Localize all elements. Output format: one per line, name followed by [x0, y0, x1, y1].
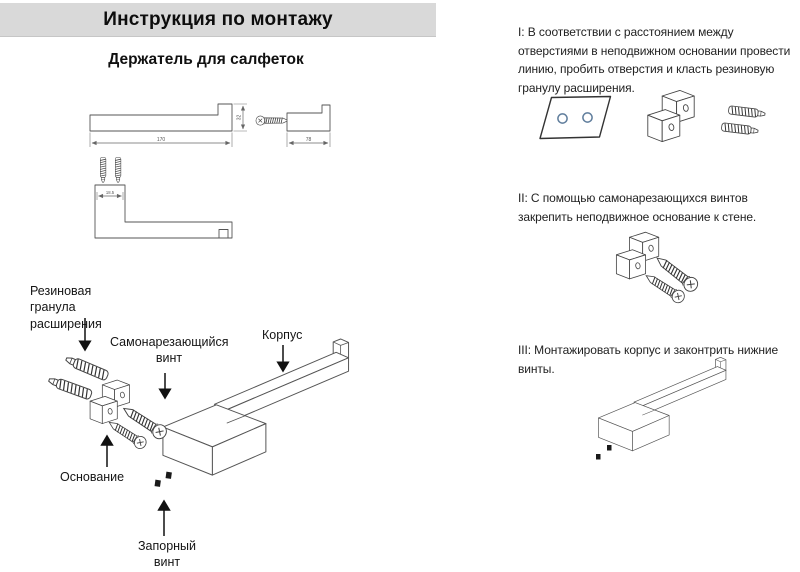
side-view-outline	[287, 105, 330, 131]
wall-plate-drawing	[540, 97, 611, 139]
label-body: Корпус	[262, 328, 303, 342]
length-dimension-label: 170	[156, 137, 166, 143]
step-1-illustration	[525, 88, 790, 173]
step-3-illustration	[585, 352, 750, 467]
technical-drawing	[80, 95, 350, 260]
label-self-tapping-screw: Самонарезающийся винт	[110, 335, 229, 366]
step-2-illustration	[600, 228, 790, 323]
top-view-end-detail	[219, 230, 228, 239]
top-view-outline	[95, 185, 232, 238]
title-band	[0, 3, 436, 37]
label-base: Основание	[60, 470, 125, 484]
base-block-drawing	[90, 380, 129, 424]
label-lock-screw: Запорный винт	[137, 539, 197, 570]
base-block-drawing	[616, 232, 658, 279]
height-dimension-label: 32	[236, 114, 243, 121]
depth-dimension-label: 78	[305, 137, 312, 143]
self-tapping-screw-drawing	[256, 116, 288, 125]
page-title: Инструкция по монтажу	[103, 8, 333, 30]
rubber-anchor-drawing	[47, 375, 92, 400]
rubber-anchor-drawing	[100, 157, 106, 182]
rubber-anchor-drawing	[64, 354, 109, 381]
label-rubber-anchor: Резиновая гранула расширения	[30, 284, 102, 331]
step-1-text: I: В соответствии с расстоянием между отверстиями в неподвижном основании провести линию, пробить отверстия и класть резиновую гранулу расширения.	[518, 25, 791, 95]
lock-screw-square	[155, 480, 161, 487]
lock-screw-square	[607, 445, 612, 451]
lock-screw-square	[166, 472, 172, 479]
product-subtitle: Держатель для салфеток	[108, 51, 304, 68]
base-block-drawing	[648, 90, 694, 141]
front-view-outline	[90, 104, 232, 131]
rubber-anchor-drawing	[728, 106, 765, 119]
rubber-anchor-drawing	[115, 157, 121, 182]
lock-screw-square	[596, 454, 601, 460]
holder-body-drawing	[598, 357, 726, 451]
rubber-anchor-drawing	[721, 123, 758, 136]
step-3-text: III: Монтажировать корпус и законтрить нижние винты.	[518, 343, 779, 376]
step-2-text: II: С помощью самонарезающихся винтов закрепить неподвижное основание к стене.	[518, 191, 757, 224]
hole-spacing-dimension-label: 18.5	[105, 190, 115, 195]
